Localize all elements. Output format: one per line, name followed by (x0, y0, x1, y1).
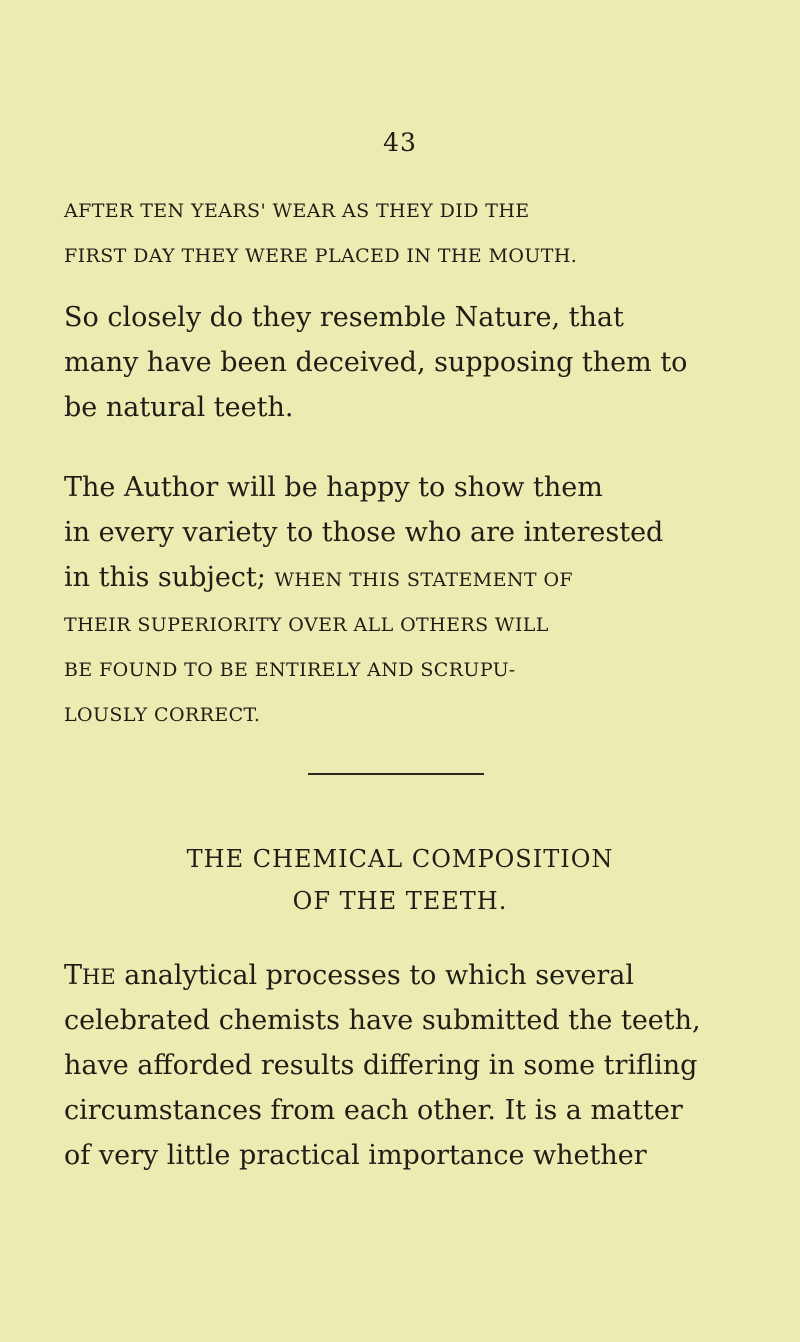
paragraph2-line-5: BE FOUND TO BE ENTIRELY AND SCRUPU- (64, 659, 516, 681)
paragraph2-line-2: in every variety to those who are interested (64, 517, 664, 548)
paragraph1-line-3: be natural teeth. (64, 392, 294, 423)
paragraph2-line-4: THEIR SUPERIORITY OVER ALL OTHERS WILL (64, 614, 549, 636)
paragraph3-lead-rest: HE (82, 965, 116, 989)
paragraph3-line-2: celebrated chemists have submitted the teeth, (64, 1005, 701, 1036)
paragraph2-line-3-start: in this subject; (64, 562, 266, 593)
paragraph1-line-1: So closely do they resemble Nature, that (64, 302, 624, 333)
paragraph2-line-6: LOUSLY CORRECT. (64, 704, 261, 726)
paragraph3-line-5: of very little practical importance whether (64, 1140, 647, 1171)
section-heading-line-1: THE CHEMICAL COMPOSITION (186, 845, 614, 873)
caps-line-2: FIRST DAY THEY WERE PLACED IN THE MOUTH. (64, 245, 578, 267)
paragraph3-lead (64, 960, 116, 991)
paragraph3-lead-first: T (64, 960, 83, 991)
paragraph3-line-1 (64, 960, 634, 991)
paragraph3-line-1-rest: analytical processes to which several (124, 960, 634, 991)
page-number: 43 (383, 128, 417, 157)
paragraph2-line-3 (64, 562, 573, 593)
paragraph1-line-2: many have been deceived, supposing them to (64, 347, 688, 378)
caps-line-1: AFTER TEN YEARS' WEAR AS THEY DID THE (64, 200, 530, 222)
paragraph3-line-4: circumstances from each other. It is a matter (64, 1095, 683, 1126)
paragraph3-line-3: have afforded results differing in some trifling (64, 1050, 698, 1081)
section-divider (308, 773, 484, 775)
paragraph2-line-3-caps: WHEN THIS STATEMENT OF (274, 569, 574, 591)
paragraph2-line-1: The Author will be happy to show them (64, 472, 603, 503)
section-heading-line-2: OF THE TEETH. (292, 887, 508, 915)
